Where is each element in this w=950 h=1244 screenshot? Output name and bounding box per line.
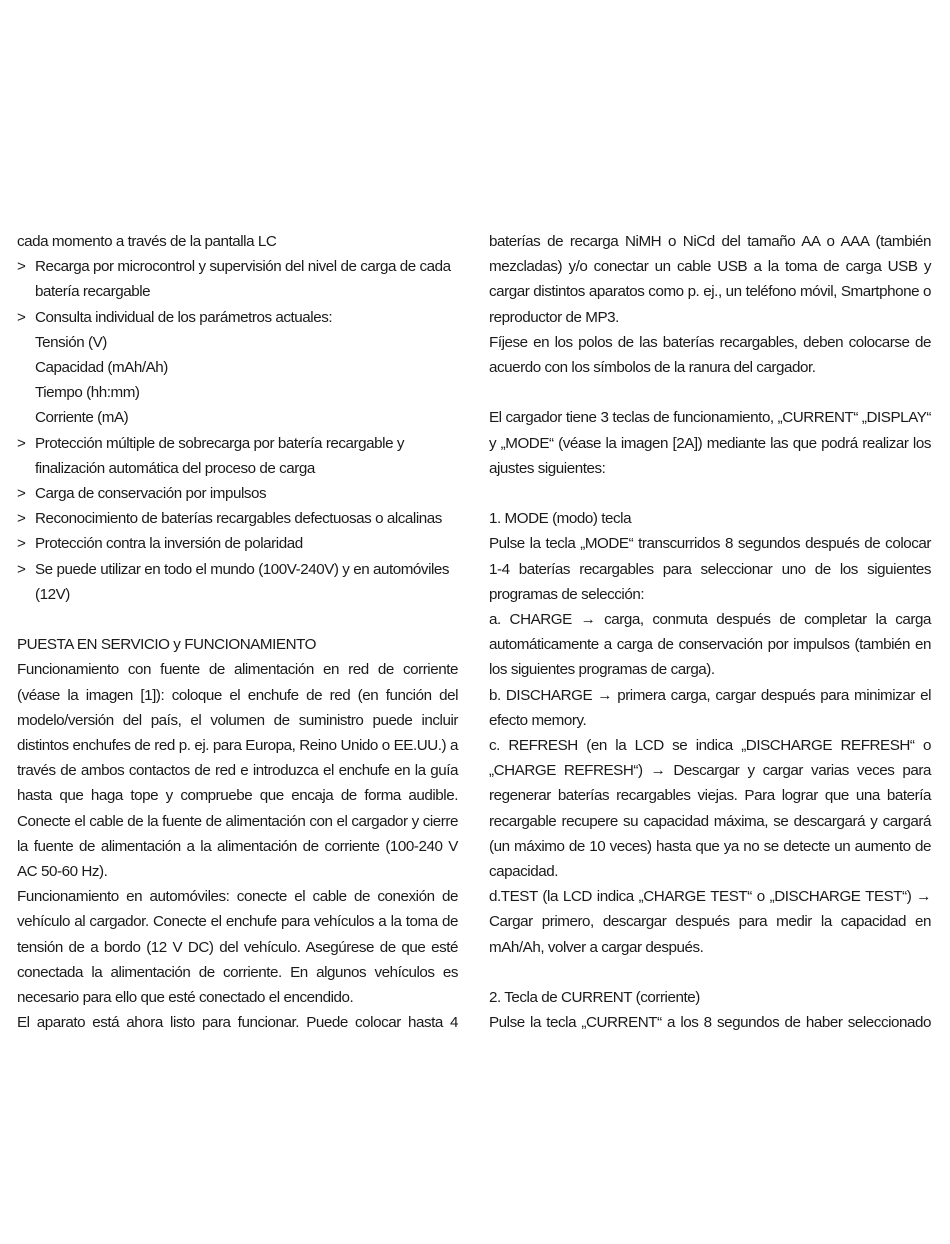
bullet-text: Protección múltiple de sobrecarga por batería recargable y finalización automática del proceso de carga	[35, 434, 404, 477]
body-paragraph: El aparato está ahora listo para funcionar. Puede colocar hasta 4	[17, 1014, 458, 1032]
body-paragraph: Fíjese en los polos de las baterías recargables, deben colocarse de acuerdo con los símbolos de la ranura del cargador.	[489, 333, 931, 377]
section-heading: 2. Tecla de CURRENT (corriente)	[489, 989, 700, 1007]
parameter-item: Capacidad (mAh/Ah)	[35, 359, 168, 377]
bullet-marker: >	[17, 560, 26, 578]
feature-bullet	[17, 431, 458, 481]
parameter-item: Tensión (V)	[35, 333, 107, 351]
right-column	[489, 229, 931, 1035]
parameter-item: Tiempo (hh:mm)	[35, 384, 140, 402]
bullet-text: Carga de conservación por impulsos	[35, 485, 267, 503]
parameter-item: Corriente (mA)	[35, 409, 129, 427]
bullet-text: Reconocimiento de baterías recargables defectuosas o alcalinas	[35, 510, 442, 528]
mode-item: a. CHARGE → carga, conmuta después de completar la carga automáticamente a carga de conservación por impulsos (también en los siguientes programas de carga).	[489, 611, 931, 679]
bullet-text: Consulta individual de los parámetros actuales:	[35, 308, 333, 326]
spacer	[489, 960, 931, 985]
bullet-marker: >	[17, 485, 26, 503]
feature-bullet	[17, 254, 458, 304]
left-column	[17, 229, 458, 1035]
bullet-marker: >	[17, 510, 26, 528]
mode-item: b. DISCHARGE → primera carga, cargar después para minimizar el efecto memory.	[489, 686, 931, 729]
bullet-text: Recarga por microcontrol y supervisión del nivel de carga de cada batería recargable	[35, 258, 451, 301]
body-paragraph: baterías de recarga NiMH o NiCd del tamaño AA o AAA (también mezcladas) y/o conectar un cable USB a la toma de carga USB y cargar distintos aparatos como p. ej., un teléfono móvil, Smartphone o reproductor de MP3.	[489, 233, 931, 326]
feature-bullet	[17, 557, 458, 607]
body-paragraph: Funcionamiento en automóviles: conecte el cable de conexión de vehículo al cargador. Conecte el enchufe para vehículos a la toma de tensión de a bordo (12 V DC) del vehículo. Asegúrese de que esté conectada la alimentación de corriente. En algunos vehículos es necesario para ello que esté conectado el encendido.	[17, 888, 458, 1007]
bullet-marker: >	[17, 258, 26, 276]
bullet-text: Protección contra la inversión de polaridad	[35, 535, 303, 553]
spacer	[489, 481, 931, 506]
feature-bullet	[17, 305, 458, 330]
section-heading: PUESTA EN SERVICIO y FUNCIONAMIENTO	[17, 636, 317, 654]
body-paragraph: El cargador tiene 3 teclas de funcionamiento, „CURRENT“ „DISPLAY“ y „MODE“ (véase la imagen [2A]) mediante las que podrá realizar los ajustes siguientes:	[489, 409, 931, 477]
feature-bullet	[17, 506, 458, 531]
mode-item: d.TEST (la LCD indica „CHARGE TEST“ o „DISCHARGE TEST“) → Cargar primero, descargar después para medir la capacidad en mAh/Ah, volver a cargar después.	[489, 888, 931, 956]
bullet-text: Se puede utilizar en todo el mundo (100V-240V) y en automóviles (12V)	[35, 560, 450, 603]
spacer	[17, 607, 458, 632]
body-paragraph: Pulse la tecla „MODE“ transcurridos 8 segundos después de colocar 1-4 baterías recargables para seleccionar uno de los siguientes programas de selección:	[489, 535, 931, 603]
feature-bullet	[17, 531, 458, 556]
body-paragraph: Funcionamiento con fuente de alimentación en red de corriente (véase la imagen [1]): coloque el enchufe de red (en función del modelo/versión del país, el volumen de suministro puede incluir distintos enchufes de red p. ej. para Europa, Reino Unido o EE.UU.) a través de ambos contactos de red e introduzca el enchufe en la guía hasta que haga tope y compruebe que encaja de forma audible. Conecte el cable de la fuente de alimentación con el cargador y cierre la fuente de alimentación a la alimentación de corriente (100-240 V AC 50-60 Hz).	[17, 661, 458, 881]
mode-item: c. REFRESH (en la LCD se indica „DISCHARGE REFRESH“ o „CHARGE REFRESH“) → Descargar y cargar varias veces para regenerar baterías recargables viejas. Para lograr que una batería recargable recupere su capacidad máxima, se descargará y cargará (un máximo de 10 veces) hasta que ya no se detecte un aumento de capacidad.	[489, 737, 931, 881]
section-heading: 1. MODE (modo) tecla	[489, 510, 632, 528]
bullet-marker: >	[17, 535, 26, 553]
feature-bullet	[17, 481, 458, 506]
body-paragraph: Pulse la tecla „CURRENT“ a los 8 segundos de haber seleccionado	[489, 1014, 931, 1032]
bullet-marker: >	[17, 434, 26, 452]
bullet-marker: >	[17, 308, 26, 326]
spacer	[489, 380, 931, 405]
intro-line: cada momento a través de la pantalla LC	[17, 233, 277, 250]
